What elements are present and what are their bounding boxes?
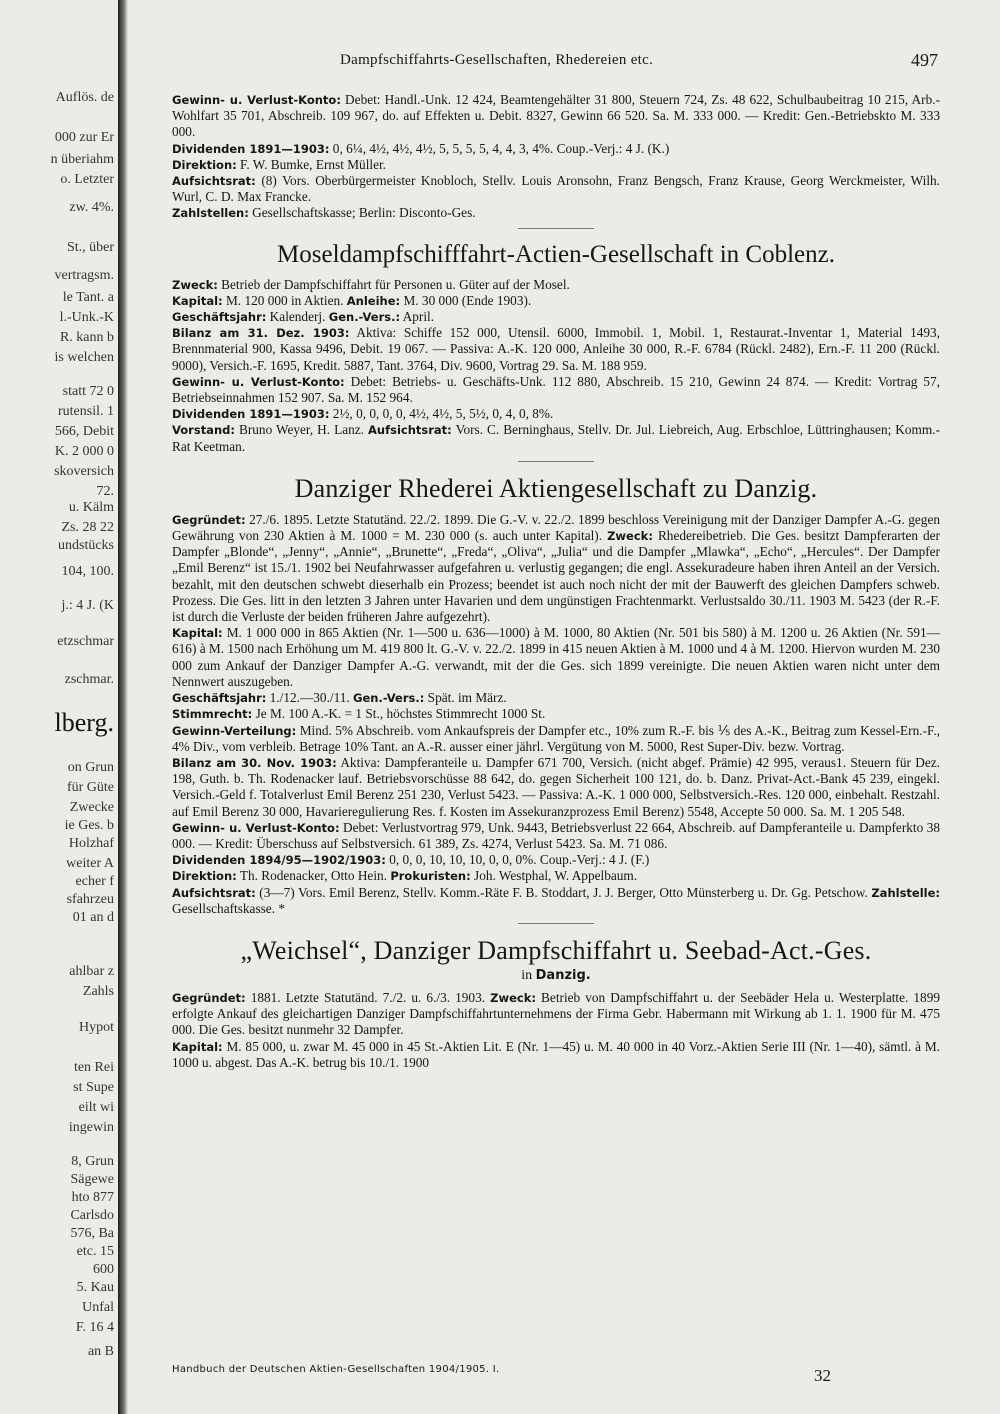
- entry-text: (3—7) Vors. Emil Berenz, Stellv. Komm.-Räte F. B. Stoddart, J. J. Berger, Otto Münsterberg u. Dr. Gg. Petschow.: [255, 884, 872, 900]
- entry-text: (8) Vors. Oberbürgermeister Knobloch, Stellv. Louis Aronsohn, Franz Bengsch, Franz Krause, Georg Werckmeister, Wilh. Wurl, C. D. Max Francke.: [172, 173, 940, 205]
- entry-text: Debet: Verlustvortrag 979, Unk. 9443, Betriebsverlust 22 664, Abschreib. auf Dampferanteile u. Dampferkto 38 000. — Kredit: Überschuss auf Selbstversich. 61 389, Zs. 4274, Verlust 5423. Sa. M. 71 086.: [172, 819, 940, 851]
- left-margin-fragment: 104, 100.: [61, 564, 114, 579]
- heading-danziger-rhederei: Danziger Rhederei Aktiengesellschaft zu Danzig.: [294, 473, 818, 503]
- entry-label: Geschäftsjahr:: [172, 691, 267, 706]
- left-margin-fragment: is welchen: [54, 350, 114, 365]
- entry-paragraph: [172, 406, 940, 422]
- entry-text: Mind. 5% Abschreib. vom Ankaufspreis der Dampfer etc., 10% zum R.-F. bis ⅕ des A.-K., Beitrag zum Kessel-Ern.-F., 4% Div., vom verbleib. Betrage 10% Tant. an A.-R. ausser einer jährl. Vergütung von M. 5000, Rest Super-Div. bezw. Vortrag.: [172, 722, 940, 754]
- section-weichsel: [172, 990, 940, 1071]
- entry-paragraph: [172, 205, 940, 221]
- entry-label: Vorstand:: [172, 423, 235, 438]
- left-margin-fragment: sfahrzeu: [66, 892, 114, 907]
- entry-text: Rhedereibetrieb. Die Ges. besitzt Dampferarten der Dampfer „Blonde“, „Jenny“, „Annie“, „Brunette“, „Freda“, „Oliva“, „Julia“ und die Dampfer „Mlawka“, „Echo“, „Hercules“. Der Dampfer „Emil Berenz“ ist 15./1. 1902 bei Neufahrwasser aufgefahren u. verlustig gegangen; die engl. Assekuradeure haben ihren Anteil an der Versich. bezahlt, mit den deutschen schwebt dieserhalb ein Prozess; beendet ist auch noch nicht der mit der Bauwerft des gleichen Dampfers schweb. Prozess. Die Ges. litt in den letzten 3 Jahren unter Havarien und dem ungünstigen Frachtenmarkt. Verlustsaldo 30./11. 1903 M. 5423 (der R.-F. ist durch die Verluste der beiden früheren Jahre aufgezehrt).: [172, 528, 940, 625]
- entry-text: 2½, 0, 0, 0, 0, 4½, 4½, 5, 5½, 0, 4, 0, 8%.: [329, 406, 554, 422]
- left-margin-fragment: echer f: [75, 874, 114, 889]
- left-margin-fragment: 000 zur Er: [54, 130, 114, 145]
- entry-text: Gesellschaftskasse. *: [172, 900, 285, 916]
- left-margin-fragment: Holzhaf: [68, 836, 114, 851]
- left-margin-fragment: undstücks: [58, 538, 114, 553]
- left-margin-fragment: hto 877: [71, 1190, 114, 1205]
- left-margin-fragment: R. kann b: [59, 330, 114, 345]
- entry-label: Direktion:: [172, 157, 237, 172]
- entry-label: Bilanz am 30. Nov. 1903:: [172, 755, 337, 770]
- entry-text: Th. Rodenacker, Otto Hein.: [236, 868, 391, 884]
- left-margin-fragment: 566, Debit: [54, 424, 114, 439]
- left-margin-fragment: Zwecke: [69, 800, 114, 815]
- left-margin-fragment: eilt wi: [78, 1100, 114, 1115]
- left-margin-fragment: n überiahm: [50, 152, 114, 167]
- entry-paragraph: [172, 1039, 940, 1071]
- subheading-weichsel-city: [172, 968, 940, 984]
- entry-paragraph: [172, 92, 940, 141]
- left-margin-fragment: rutensil. 1: [58, 404, 114, 419]
- entry-label: Aufsichtsrat:: [172, 885, 256, 900]
- entry-paragraph: [172, 157, 940, 173]
- entry-text: Debet: Handl.-Unk. 12 424, Beamtengehälter 31 800, Steuern 724, Zs. 48 622, Schulbaubeitrag 10 215, Arb.-Wohlfart 35 701, Abschreib. 109 967, do. auf Effekten u. Debit. 8327, Gewinn 66 520. Sa. M. 333 000. — Kredit: Gen.-Betriebskto M. 333 000.: [172, 92, 940, 140]
- entry-label: Gewinn- u. Verlust-Konto:: [172, 93, 341, 107]
- entry-text: M. 1 000 000 in 865 Aktien (Nr. 1—500 u. 636—1000) à M. 1000, 80 Aktien (Nr. 501 bis 580) à M. 1200 u. 26 Aktien (Nr. 591—616) à M. 1500 nach Erhöhung um M. 419 800 lt. G.-V. v. 22./2. 1899 in 415 neuen Aktien à M. 1000 und 4 à M. 1200. Hiervon wurden M. 230 000 zum Ankauf der Danziger Dampfer A.-G. verwandt, mit der die Ges. sich 1899 vereinigte. Die neuen Aktien waren nicht unter dem Nennwert auszugeben.: [172, 625, 940, 689]
- section-divider: [518, 461, 594, 462]
- entry-label: Prokuristen:: [390, 869, 471, 884]
- entry-label: Gen.-Vers.:: [353, 691, 425, 706]
- entry-paragraph: [172, 141, 940, 157]
- heading-weichsel: „Weichsel“, Danziger Dampfschiffahrt u. Seebad-Act.-Ges.: [240, 935, 872, 965]
- left-margin-fragment: Auflös. de: [55, 90, 114, 105]
- left-margin-fragment: ingewin: [68, 1120, 114, 1135]
- entry-text: Kalenderj.: [266, 309, 329, 325]
- entry-paragraph: [172, 173, 940, 205]
- left-margin-fragment: weiter A: [66, 856, 114, 871]
- entry-label: Dividenden 1894/95—1902/1903:: [172, 853, 386, 868]
- left-margin-fragment: Hypot: [79, 1020, 114, 1035]
- entry-text: Joh. Westphal, W. Appelbaum.: [470, 868, 638, 884]
- entry-paragraph: [172, 820, 940, 852]
- entry-label: Gewinn- u. Verlust-Konto:: [172, 374, 345, 389]
- left-margin-fragment: St., über: [66, 240, 114, 255]
- entry-label: Anleihe:: [346, 293, 401, 308]
- entry-text: 0, 6¼, 4½, 4½, 4½, 5, 5, 5, 5, 4, 4, 3, 4%. Coup.-Verj.: 4 J. (K.): [329, 140, 670, 156]
- entry-text: M. 30 000 (Ende 1903).: [400, 292, 532, 308]
- left-margin-fragment: on Grun: [67, 760, 114, 775]
- entry-text: M. 85 000, u. zwar M. 45 000 in 45 St.-Aktien Lit. E (Nr. 1—45) u. M. 40 000 in 40 Vorz.-Aktien Serie III (Nr. 1—40), sämtl. à M. 1000 u. abgest. Das A.-K. betrug bis 10./1. 1900: [172, 1038, 940, 1070]
- entry-paragraph: [172, 690, 940, 706]
- entry-label: Zweck:: [172, 277, 218, 292]
- left-margin-fragment: le Tant. a: [62, 290, 114, 305]
- left-margin-fragment: an B: [87, 1344, 114, 1359]
- section-divider: [518, 228, 594, 229]
- entry-paragraph: [172, 852, 940, 868]
- page-content: [172, 92, 940, 1071]
- running-head-title: Dampfschiffahrts-Gesellschaften, Rhedereien etc.: [340, 52, 654, 68]
- entry-label: Geschäftsjahr:: [172, 310, 267, 325]
- left-margin-fragment: o. Letzter: [60, 172, 114, 187]
- entry-text: Gesellschaftskasse; Berlin: Disconto-Ges.: [248, 205, 476, 221]
- entry-label: Stimmrecht:: [172, 707, 253, 722]
- entry-paragraph: [172, 868, 940, 884]
- entry-paragraph: [172, 625, 940, 690]
- entry-label: Zahlstelle:: [871, 885, 940, 900]
- entry-paragraph: [172, 309, 940, 325]
- section-danziger-rhederei: [172, 512, 940, 917]
- left-margin-fragment: F. 16 4: [75, 1320, 114, 1335]
- left-margin-fragment: für Güte: [66, 780, 114, 795]
- entry-label: Zweck:: [490, 990, 536, 1005]
- left-margin-fragment: zw. 4%.: [69, 200, 114, 215]
- left-margin-fragment: statt 72 0: [62, 384, 114, 399]
- entry-text: Betrieb der Dampfschiffahrt für Personen u. Güter auf der Mosel.: [217, 276, 570, 292]
- entry-paragraph: [172, 755, 940, 820]
- left-margin-fragment: ahlbar z: [69, 964, 114, 979]
- left-margin-fragment: Carlsdo: [70, 1208, 114, 1223]
- section-moseldampfschifffahrt: [172, 277, 940, 455]
- entry-label: Zahlstellen:: [172, 206, 249, 221]
- left-margin-fragment: 72.: [96, 484, 114, 499]
- footer-sheet-number: 32: [814, 1366, 831, 1385]
- left-margin-fragment: vertragsm.: [54, 268, 114, 283]
- entry-text: 1881. Letzte Statutänd. 7./2. u. 6./3. 1903.: [245, 989, 491, 1005]
- left-margin-fragment: etzschmar: [57, 634, 114, 649]
- entry-label: Direktion:: [172, 869, 237, 884]
- entry-label: Dividenden 1891—1903:: [172, 407, 330, 422]
- section-divider: [518, 923, 594, 924]
- left-margin-fragment: etc. 15: [76, 1244, 114, 1259]
- left-margin-fragment: ie Ges. b: [64, 818, 114, 833]
- entry-paragraph: [172, 325, 940, 374]
- heading-moseldampfschifffahrt: Moseldampfschifffahrt-Actien-Gesellschaft in Coblenz.: [277, 240, 835, 268]
- entry-label: Zweck:: [607, 529, 653, 544]
- subheading-prefix: in: [521, 967, 533, 983]
- left-margin-fragment: j.: 4 J. (K: [61, 598, 114, 613]
- entry-text: 0, 0, 0, 10, 10, 10, 0, 0, 0%. Coup.-Verj.: 4 J. (F.): [385, 852, 650, 868]
- entry-text: April.: [400, 309, 435, 325]
- left-margin-fragment: ten Rei: [73, 1060, 114, 1075]
- entry-label: Gewinn- u. Verlust-Konto:: [172, 820, 340, 835]
- entry-text: Betrieb von Dampfschiffahrt u. der Seebäder Hela u. Westerplatte. 1899 erfolgte Ankauf des gleichartigen Danziger Dampfschiffahrtunternehmens der Firma Gebr. Habermann mit Wirkung ab 1. 1. 1900 für M. 475 000. Die Ges. besitzt nunmehr 32 Dampfer.: [172, 989, 941, 1038]
- left-margin-fragment: 600: [93, 1262, 114, 1277]
- entry-text: Debet: Betriebs- u. Geschäfts-Unk. 112 880, Abschreib. 15 210, Gewinn 24 874. — Kredit: Vortrag 57, Betriebseinnahmen 152 907. Sa. M. 152 964.: [172, 373, 940, 406]
- entry-text: Vors. C. Berninghaus, Stellv. Dr. Jul. Liebreich, Aug. Erbschloe, Lüttringhausen; Komm.-Rat Keetman.: [172, 422, 940, 454]
- page-number: 497: [911, 50, 938, 70]
- left-margin-fragment: zschmar.: [64, 672, 114, 687]
- left-margin-fragment: Sägewe: [70, 1172, 114, 1187]
- entry-paragraph: [172, 512, 940, 625]
- subheading-city: Danzig.: [535, 967, 591, 983]
- left-page-margin-strip: [0, 60, 114, 1390]
- entry-paragraph: [172, 885, 940, 917]
- left-margin-fragment: l.-Unk.-K: [59, 310, 114, 325]
- entry-text: 27./6. 1895. Letzte Statutänd. 22./2. 1899. Die G.-V. v. 22./2. 1899 beschloss Vereinigung mit der Danziger Dampfer A.-G. gegen Gewährung von 230 Aktien à M. 1000 = M. 230 000 (s. auch unter Kapital).: [172, 511, 940, 544]
- left-margin-fragment: 8, Grun: [71, 1154, 114, 1169]
- entry-text: Spät. im März.: [424, 690, 507, 706]
- entry-text: M. 120 000 in Aktien.: [222, 292, 347, 308]
- entry-paragraph: [172, 706, 940, 722]
- entry-text: Aktiva: Dampferanteile u. Dampfer 671 700, Versich. (nicht abgef. Prämie) 42 995, veraus1. Steuern für Dez. 198, Guth. b. Th. Rodenacker lauf. Betriebsvorschüsse 88 642, do. gegen Sicherheit 100 121, do. b. Danz. Privat-Act.-Bank 45 239, eingekl. Versich.-Geld f. Totalverlust Emil Berenz 251 230, Verlust 5423. — Passiva: A.-K. 1 000 000, Selbstversich.-Res. 120 000, einbehalt. Restzahl. auf Emil Berenz 30 000, Havarieregulierung Res. f. Kosten im Assekuranzprozess Emil Berenz) 5548, Accepte 50 000. Sa. M. 1 205 548.: [172, 754, 940, 819]
- left-margin-fragment: u. Kälm: [68, 500, 114, 515]
- left-margin-fragment: Zahls: [82, 984, 114, 999]
- left-margin-fragment: skoversich: [54, 464, 114, 479]
- entry-label: Gen.-Vers.:: [328, 310, 401, 325]
- entry-paragraph: [172, 293, 940, 309]
- entry-label: Kapital:: [172, 293, 223, 308]
- left-margin-fragment: K. 2 000 0: [54, 444, 114, 459]
- scan-gutter-shadow: [118, 0, 128, 1414]
- entry-text: F. W. Bumke, Ernst Müller.: [236, 156, 387, 172]
- left-margin-fragment: 01 an d: [72, 910, 114, 925]
- entry-label: Kapital:: [172, 626, 223, 641]
- left-margin-fragment: 576, Ba: [70, 1226, 114, 1241]
- entry-text: 1./12.—30./11.: [266, 690, 354, 706]
- entry-paragraph: [172, 422, 940, 454]
- entry-text: Bruno Weyer, H. Lanz.: [234, 422, 369, 438]
- left-margin-fragment: 5. Kau: [76, 1280, 114, 1295]
- page-footer: [172, 1362, 940, 1392]
- left-margin-fragment: Unfal: [82, 1300, 114, 1315]
- running-head: [172, 52, 940, 76]
- left-margin-fragment: st Supe: [73, 1080, 114, 1095]
- entry-label: Kapital:: [172, 1039, 223, 1054]
- left-margin-fragment: lberg.: [54, 708, 114, 737]
- entry-label: Aufsichtsrat:: [172, 174, 256, 189]
- entry-label: Gegründet:: [172, 990, 246, 1005]
- entry-label: Gegründet:: [172, 512, 246, 527]
- entry-label: Bilanz am 31. Dez. 1903:: [172, 326, 350, 341]
- entry-paragraph: [172, 723, 940, 755]
- left-margin-fragment: Zs. 28 22: [61, 520, 114, 535]
- entry-text: Je M. 100 A.-K. = 1 St., höchstes Stimmrecht 1000 St.: [252, 706, 546, 722]
- entry-text: Aktiva: Schiffe 152 000, Utensil. 6000, Immobil. 1, Mobil. 1, Restaurat.-Inventar 1, Material 1493, Brennmaterial 900, Kassa 9496, Debit. 19 067. — Passiva: A.-K. 120 000, Anleihe 30 000, R.-F. 6784 (Rückl. 2482), Ern.-F. 11 200 (Rückl. 9000), Versich.-F. 1695, Kredit. 5887, Tant. 3764, Div. 9600, Vortrag 29. Sa. M. 188 959.: [172, 325, 941, 373]
- section-previous-company: [172, 92, 940, 222]
- entry-label: Gewinn-Verteilung:: [172, 723, 297, 738]
- entry-paragraph: [172, 990, 940, 1039]
- entry-paragraph: [172, 374, 940, 406]
- entry-paragraph: [172, 277, 940, 293]
- footer-title: Handbuch der Deutschen Aktien-Gesellschaften 1904/1905. I.: [172, 1364, 500, 1375]
- entry-label: Aufsichtsrat:: [368, 423, 452, 438]
- entry-label: Dividenden 1891—1903:: [172, 141, 330, 156]
